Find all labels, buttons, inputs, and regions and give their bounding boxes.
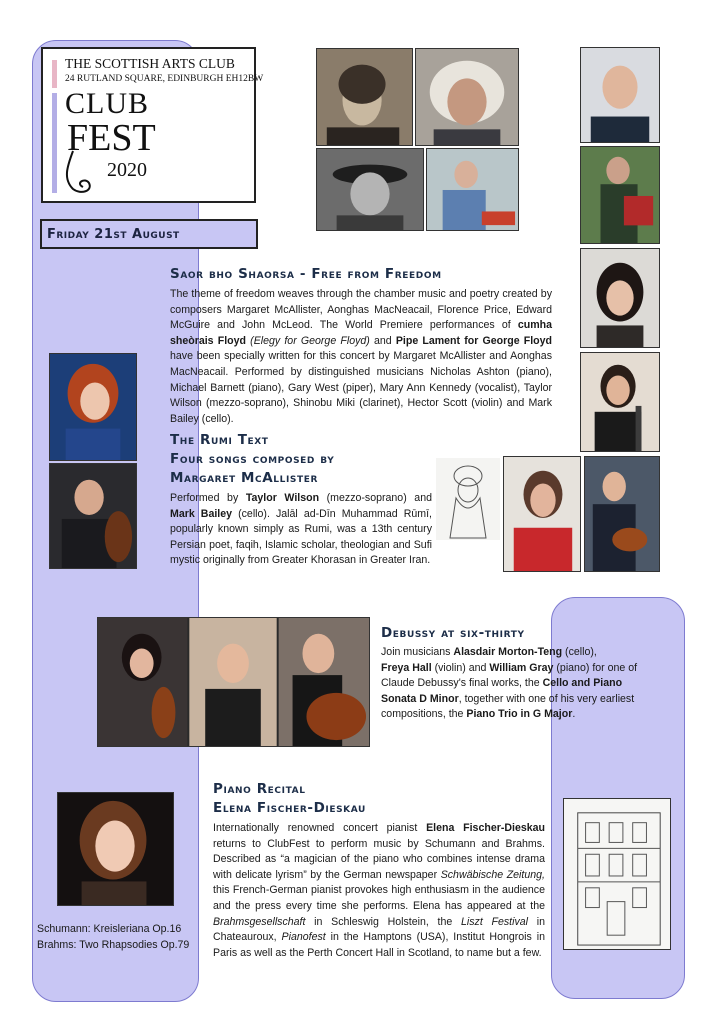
photo-composer-at-desk xyxy=(426,148,519,231)
clubfest-logo xyxy=(41,47,264,203)
event3-text-4: (piano) for one of Claude Debussy's final works, the xyxy=(381,661,638,690)
photo-taylor-wilson xyxy=(49,353,137,461)
logo-lilac-bar xyxy=(52,93,57,193)
event3-bold-5: Piano Trio in G Major xyxy=(466,708,573,721)
event1-text-1: The theme of freedom weaves through the chamber music and poetry created by composers Margaret McAllister, Aonghas MacNeacail, Florence Price, Edward McGuire and John McLeod. The World Premiere performances of xyxy=(170,288,552,332)
event3-text-2: (cello), xyxy=(562,646,597,658)
event3-description xyxy=(381,645,649,723)
event1-text-2: and xyxy=(369,334,396,347)
photo-shinobu-miki xyxy=(580,352,660,452)
event1-italic-1: (Elegy for George Floyd) xyxy=(246,334,370,347)
event4-italic-2: Brahmsgesellschaft xyxy=(213,915,306,928)
photo-composer-hat xyxy=(316,148,424,231)
event4-text-5: in Chateauroux, xyxy=(213,915,545,944)
event2-title-1: The Rumi Text xyxy=(170,432,269,448)
event4-text-3: this French-German pianist provokes high enthusiasm in the audience and the press every time she performs. Elena has appeared at the xyxy=(213,884,545,912)
event4-text-4: in Schleswig Holstein, the xyxy=(305,915,461,928)
logo-fest-word: FEST xyxy=(67,117,156,159)
event3-bold-2: Freya Hall xyxy=(381,661,432,674)
photo-gary-west-piper xyxy=(580,146,660,244)
illustration-arts-club-building xyxy=(563,798,671,950)
event4-description xyxy=(213,821,545,961)
event4-bold-1: Elena Fischer-Dieskau xyxy=(426,822,545,834)
event2-title-2: Four songs composed by xyxy=(170,451,335,467)
event1-text-3: have been specially written for this concert by Margaret McAllister and Aonghas MacNeacail. Performed by distinguished musicians Nicholas Ashton (piano), Michael Barnett (piano), Gary West (piper), Mary Ann Kennedy (vocalist), Taylor Wilson (mezzo-soprano), Shinobu Miki (clarinet), Hector Scott (violin) and Mark Bailey (cello). xyxy=(170,350,552,425)
event3-bold-4: Cello and Piano Sonata D Minor xyxy=(381,677,623,705)
program-item-1: Schumann: Kreisleriana Op.16 xyxy=(37,923,182,935)
event3-text-6: . xyxy=(572,708,576,721)
logo-swirl-icon xyxy=(59,149,109,199)
event4-title-1: Piano Recital xyxy=(213,781,306,797)
event2-description xyxy=(170,491,432,569)
photo-composer-curly-hair xyxy=(415,48,519,146)
event3-text-3: (violin) and xyxy=(431,661,490,674)
event3-title: Debussy at six-thirty xyxy=(381,625,525,641)
event2-text-2: (mezzo-soprano) and xyxy=(319,492,432,504)
event-date: Friday 21st August xyxy=(40,219,258,249)
event2-bold-1: Taylor Wilson xyxy=(245,492,320,504)
photo-nicholas-ashton xyxy=(580,47,660,143)
event1-bold-1: cumha sheòrais Floyd xyxy=(170,319,552,347)
event1-bold-2: Pipe Lament for George Floyd xyxy=(395,334,553,347)
event3-text-1: Join musicians xyxy=(381,646,454,658)
event4-text-1: Internationally renowned concert pianist xyxy=(213,822,427,834)
logo-club-name: THE SCOTTISH ARTS CLUB xyxy=(65,56,235,71)
program-item-2: Brahms: Two Rhapsodies Op.79 xyxy=(37,939,190,951)
photo-debussy-trio xyxy=(97,617,370,747)
event4-italic-1: Schwäbische Zeitung, xyxy=(440,868,545,881)
logo-year: 2020 xyxy=(107,159,147,181)
event3-bold-3: William Gray xyxy=(489,661,554,674)
event4-text-2: returns to ClubFest to perform music by Schumann and Brahms. Described as “a magician of the piano who combines intense drama with delicate lyrism” by the German newspaper xyxy=(213,837,545,881)
logo-address: 24 RUTLAND SQUARE, EDINBURGH EH12BW xyxy=(65,74,264,84)
event4-italic-3: Liszt Festival xyxy=(460,915,528,928)
logo-club-word: CLUB xyxy=(65,87,150,120)
photo-elena-fischer-dieskau xyxy=(57,792,174,906)
event2-text-3: (cello). Jalāl ad-Dīn Muhammad Rūmī, popularly known simply as Rumi, was a 13th century Persian poet, faqih, Islamic scholar, theologian and Sufi mystic originally from Greater Khorasan in Greater Iran. xyxy=(170,507,432,567)
event4-title-2: Elena Fischer-Dieskau xyxy=(213,800,366,816)
illustration-rumi xyxy=(436,458,500,540)
event2-title-3: Margaret McAllister xyxy=(170,470,319,486)
photo-margaret-mcallister xyxy=(503,456,581,572)
event4-text-6: in the Hamptons (USA), Institut Hongrois in Paris as well as the Perth Concert Hall in Scotland, to name but a few. xyxy=(213,931,545,959)
event2-text-1: Performed by xyxy=(170,492,246,504)
logo-pink-bar xyxy=(52,60,57,88)
event3-text-5: , together with one of his very earliest compositions, the xyxy=(381,692,635,721)
event3-bold-1: Alasdair Morton-Teng xyxy=(453,646,563,658)
photo-mark-bailey xyxy=(49,463,137,569)
event1-title: Saor bho Shaorsa - Free from Freedom xyxy=(170,266,442,282)
photo-mary-ann-kennedy xyxy=(580,248,660,348)
event1-description xyxy=(170,287,552,427)
event4-italic-4: Pianofest xyxy=(281,931,326,944)
photo-hector-scott xyxy=(584,456,660,572)
event2-bold-2: Mark Bailey xyxy=(170,507,233,520)
photo-composer-woman xyxy=(316,48,413,146)
